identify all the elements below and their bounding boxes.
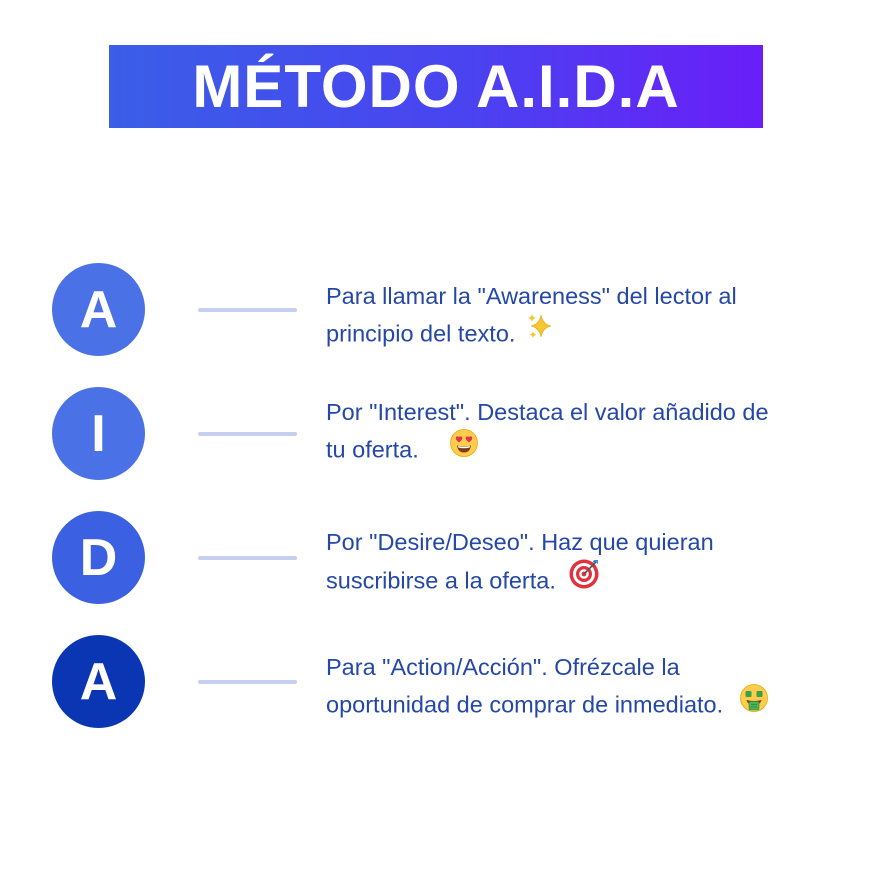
title-banner [109,45,763,128]
step-action [0,632,872,732]
step-connector-line [198,556,297,560]
page-title: MÉTODO A.I.D.A [192,52,680,120]
step-description [326,278,836,356]
money-mouth-face-icon [739,683,769,724]
step-description-line: principio del texto. [326,320,516,347]
heart-eyes-face-icon [449,428,479,469]
step-letter-circle: I [52,387,145,480]
step-interest [0,384,872,484]
step-letter-circle: D [52,511,145,604]
target-icon [568,558,600,601]
step-letter-circle: A [52,263,145,356]
step-letter-circle: A [52,635,145,728]
step-connector-line [198,680,297,684]
step-description [326,524,836,604]
step-description-line: Para "Action/Acción". Ofrézcale la [326,654,680,680]
step-description-line: Por "Desire/Deseo". Haz que quieran [326,529,714,555]
step-connector-line [198,432,297,436]
step-description [326,394,836,472]
step-description [326,649,836,727]
step-description-line: Para llamar la "Awareness" del lector al [326,283,737,309]
step-desire [0,508,872,608]
step-connector-line [198,308,297,312]
step-description-line: tu oferta. [326,436,419,463]
sparkles-icon [525,312,555,353]
step-description-line: Por "Interest". Destaca el valor añadido de [326,399,769,425]
step-awareness [0,260,872,360]
step-description-line: suscribirse a la oferta. [326,567,556,594]
step-description-line: oportunidad de comprar de inmediato. [326,691,724,718]
